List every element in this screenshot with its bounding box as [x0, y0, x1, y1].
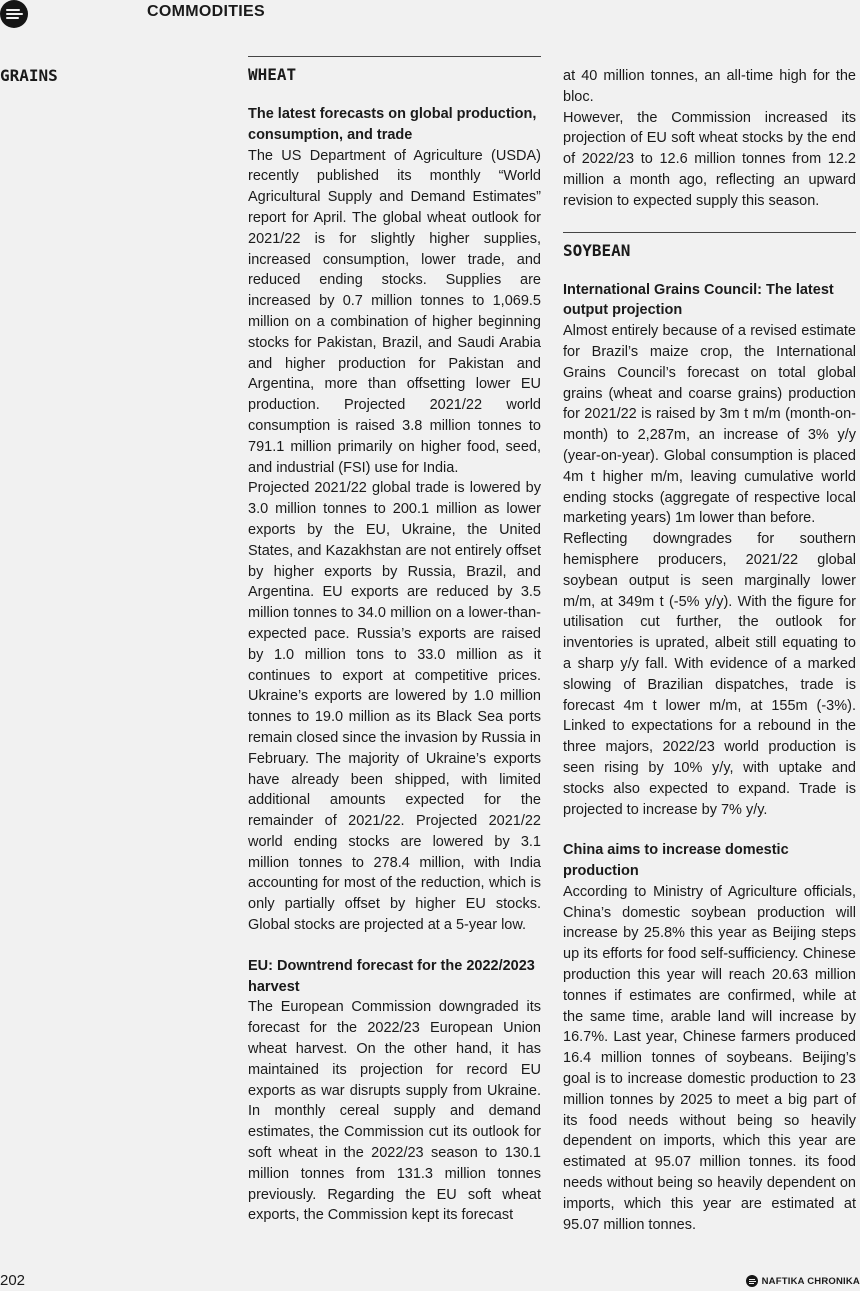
wheat-paragraph: Projected 2021/22 global trade is lowered by 3.0 million tonnes to 200.1 million as lower exports by the EU, Ukraine, the United States, and Kazakhstan are not entirely offset by higher exports by Russia, Brazil, and Argentina. EU exports are reduced by 3.5 million tonnes to 34.0 million on a lower-than-expected pace. Russia’s exports are raised by 1.0 million tons to 33.0 million as it continues to export at competitive prices. Ukraine’s exports are lowered by 1.0 million tonnes to 19.0 million as its Black Sea ports remain closed since the invasion by Russia in February. The majority of Ukraine’s exports have already been shipped, with limited additional amounts expected for the remainder of 2021/22. Projected 2021/22 world ending stocks are lowered by 3.1 million tonnes to 278.4 million, with India accounting for most of the reduction, which is only partially offset by higher EU stocks. Global stocks are projected at a 5-year low. — [248, 480, 541, 934]
soybean-paragraph: Reflecting downgrades for southern hemisphere producers, 2021/22 global soybean output is seen marginally lower m/m, at 349m t (-5% y/y). With the figure for utilisation cut further, the outlook for inventories is uprated, albeit still equating to a sharp y/y fall. With evidence of a marked slowing of Brazilian dispatches, trade is forecast 4m t lower m/m, at 155m (-3%). Linked to expectations for a rebound in the three majors, 2022/23 world production is seen rising by 10% y/y, with uptake and stocks also expected to expand. Trade is projected to increase by 7% y/y. — [563, 531, 856, 818]
wheat-paragraph: However, the Commission increased its projection of EU soft wheat stocks by the end of 2022/23 to 12.6 million tonnes from 12.2 million a month ago, reflecting an upward revision to expected supply this season. — [563, 109, 856, 209]
brand-logo-icon — [746, 1275, 758, 1287]
page-number: 202 — [0, 1272, 26, 1289]
wheat-paragraph: The European Commission downgraded its forecast for the 2022/23 European Union wheat harvest. On the other hand, it has maintained its projection for record EU exports as war disrupts supply from Ukraine. In monthly cereal supply and demand estimates, the Commission cut its outlook for soft wheat in the 2022/23 season to 130.1 million tonnes from 131.3 million tonnes previously. Regarding the EU soft wheat exports, the Commission kept its forecast — [248, 999, 541, 1224]
soybean-subheading-igc: International Grains Council: The latest output projection — [563, 281, 834, 319]
soybean-heading: SOYBEAN — [563, 240, 631, 260]
soybean-paragraph: According to Ministry of Agriculture officials, China’s domestic soybean production will increase by 25.8% this year as Beijing steps up its efforts for food self-sufficiency. Chinese production this year will reach 20.63 million tonnes if estimates are confirmed, while at the same time, arable land will increase by 16.7%. Last year, Chinese farmers produced 16.4 million tonnes of soybeans. Beijing’s goal is to increase domestic production to 23 million tonnes by 2025 to meet a big part of its food needs without being so heavily dependent on imports, which this year are estimated at 95.07 million tonnes. its food needs without being so heavily dependent on imports, which this year are estimated at 95.07 million tonnes. — [563, 883, 856, 1233]
category-label: GRAINS — [0, 66, 58, 85]
brand-name: NAFTIKA CHRONIKA — [761, 1275, 860, 1287]
wheat-paragraph: The US Department of Agriculture (USDA) recently published its monthly “World Agricultural Supply and Demand Estimates” report for April. The global wheat outlook for 2021/22 is for slightly higher supplies, increased consumption, lower trade, and reduced ending stocks. Supplies are increased by 0.7 million tonnes to 1,069.5 million on a combination of higher beginning stocks for Pakistan, Brazil, and Saudi Arabia and higher production for Pakistan and Argentina, more than offsetting lower EU production. Projected 2021/22 world consumption is raised 3.8 million tonnes to 791.1 million primarily on higher food, seed, and industrial (FSI) use for India. — [248, 147, 541, 476]
footer-brand — [746, 1275, 860, 1287]
wheat-subheading-eu: EU: Downtrend forecast for the 2022/2023 harvest — [248, 957, 535, 995]
wheat-subheading-forecasts: The latest forecasts on global production, consumption, and trade — [248, 106, 537, 143]
wheat-heading: WHEAT — [248, 65, 297, 84]
left-column — [248, 56, 541, 1226]
divider — [563, 232, 856, 233]
wheat-paragraph-continued: at 40 million tonnes, an all-time high for the bloc. — [563, 68, 856, 105]
right-column — [563, 56, 856, 1235]
soybean-paragraph: Almost entirely because of a revised estimate for Brazil’s maize crop, the International Grains Council’s forecast on total global grains (wheat and coarse grains) production for 2021/22 is raised by 3m t m/m (month-on-month) to 2,287m, an increase of 3% y/y (year-on-year). Global consumption is placed 4m t higher m/m, leaving cumulative world ending stocks (aggregate of respective local marketing years) 1m lower than before. — [563, 323, 856, 527]
divider — [248, 56, 541, 57]
soybean-subheading-china: China aims to increase domestic production — [563, 842, 789, 880]
publication-logo-icon — [0, 0, 28, 28]
section-title: COMMODITIES — [147, 3, 265, 20]
